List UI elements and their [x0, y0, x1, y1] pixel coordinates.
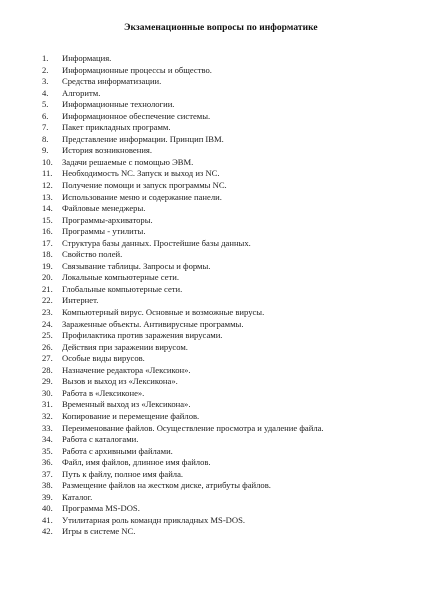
- question-item: [42, 53, 422, 65]
- question-number: 38.: [42, 480, 53, 491]
- question-number: 34.: [42, 434, 53, 445]
- question-text: Использование меню и содержание панели.: [62, 191, 222, 202]
- question-item: [42, 307, 422, 319]
- question-item: [42, 503, 422, 515]
- question-item: [42, 365, 422, 377]
- question-item: [42, 168, 422, 180]
- question-number: 1.: [42, 53, 49, 63]
- question-text: Утилитарная роль командн прикладных MS-DOS.: [62, 514, 246, 525]
- question-text: Временный выход из «Лексикона».: [62, 399, 191, 410]
- question-item: [42, 284, 422, 296]
- question-text: Работа с архивными файлами.: [62, 445, 173, 456]
- question-item: [42, 249, 422, 261]
- question-item: [42, 515, 422, 527]
- question-item: [42, 226, 422, 238]
- question-number: 23.: [42, 307, 53, 318]
- question-item: [42, 480, 422, 492]
- question-number: 41.: [42, 514, 53, 525]
- question-number: 19.: [42, 260, 53, 271]
- question-number: 3.: [42, 76, 49, 87]
- question-text: Связывание таблицы. Запросы и формы.: [62, 260, 211, 271]
- question-item: [42, 469, 422, 481]
- question-item: [42, 272, 422, 284]
- question-text: Получение помощи и запуск программы NC.: [62, 180, 227, 191]
- question-item: [42, 238, 422, 250]
- question-number: 15.: [42, 214, 53, 225]
- question-text: Вызов и выход из «Лексикона».: [62, 376, 178, 387]
- question-item: [42, 423, 422, 435]
- question-text: Средства информатизации.: [62, 76, 162, 87]
- question-item: [42, 295, 422, 307]
- question-text: Глобальные компьютерные сети.: [62, 283, 183, 294]
- question-item: [42, 342, 422, 354]
- question-number: 20.: [42, 272, 53, 283]
- question-text: Компьютерный вирус. Основные и возможные вирусы.: [62, 307, 265, 318]
- question-text: Размещение файлов на жестком диске, атрибуты файлов.: [62, 480, 271, 491]
- question-text: Действия при заражении вирусом.: [62, 341, 188, 352]
- question-item: [42, 261, 422, 273]
- question-item: [42, 446, 422, 458]
- question-text: Информационные процессы и общество.: [62, 64, 212, 75]
- question-text: Интернет.: [62, 295, 99, 306]
- question-number: 8.: [42, 133, 49, 144]
- question-text: Информационные технологии.: [62, 99, 175, 110]
- question-number: 35.: [42, 445, 53, 456]
- question-text: Локальные компьютерные сети.: [62, 272, 179, 283]
- question-text: Свойство полей.: [62, 249, 123, 260]
- question-text: Особые виды вирусов.: [62, 353, 145, 364]
- question-text: Копирование и перемещение файлов.: [62, 410, 200, 421]
- question-item: [42, 492, 422, 504]
- question-text: История возникновения.: [62, 145, 153, 156]
- question-number: 32.: [42, 410, 53, 421]
- question-number: 29.: [42, 376, 53, 387]
- question-text: Работа с каталогами.: [62, 434, 139, 445]
- question-text: Необходимость NC. Запуск и выход из NC.: [62, 168, 220, 179]
- question-number: 9.: [42, 145, 49, 156]
- question-number: 16.: [42, 226, 53, 237]
- question-text: Представление информации. Принцип IBM.: [62, 133, 224, 144]
- question-item: [42, 526, 422, 538]
- question-item: [42, 434, 422, 446]
- question-number: 25.: [42, 330, 53, 341]
- question-number: 7.: [42, 122, 49, 133]
- question-text: Назначение редактора «Лексикон».: [62, 364, 191, 375]
- question-item: [42, 180, 422, 192]
- question-number: 27.: [42, 353, 53, 364]
- question-item: [42, 192, 422, 204]
- question-text: Зараженные объекты. Антивирусные программы.: [62, 318, 244, 329]
- question-item: [42, 388, 422, 400]
- question-item: [42, 353, 422, 365]
- question-number: 18.: [42, 249, 53, 260]
- question-number: 39.: [42, 491, 53, 502]
- question-text: Информация.: [62, 53, 112, 63]
- question-number: 37.: [42, 468, 53, 479]
- question-item: [42, 457, 422, 469]
- question-text: Переименование файлов. Осуществление просмотра и удаление файла.: [62, 422, 324, 433]
- question-list: [42, 53, 422, 538]
- question-text: Программы-архиваторы.: [62, 214, 153, 225]
- question-text: Каталог.: [62, 491, 93, 502]
- question-text: Игры в системе NC.: [62, 526, 136, 537]
- question-text: Файловые менеджеры.: [62, 203, 146, 214]
- question-text: Программа MS-DOS.: [62, 503, 140, 514]
- question-number: 10.: [42, 156, 53, 167]
- question-text: Задачи решаемые с помощью ЭВМ.: [62, 156, 194, 167]
- question-item: [42, 376, 422, 388]
- question-text: Программы - утилиты.: [62, 226, 146, 237]
- question-number: 31.: [42, 399, 53, 410]
- question-item: [42, 399, 422, 411]
- question-number: 2.: [42, 64, 49, 75]
- question-text: Алгоритм.: [62, 87, 101, 98]
- question-item: [42, 88, 422, 100]
- question-item: [42, 203, 422, 215]
- question-text: Путь к файлу, полное имя файла.: [62, 468, 184, 479]
- question-item: [42, 411, 422, 423]
- question-number: 21.: [42, 283, 53, 294]
- question-number: 12.: [42, 180, 53, 191]
- question-number: 22.: [42, 295, 53, 306]
- question-text: Файл, имя файлов, длинное имя файлов.: [62, 457, 211, 468]
- document-title: Экзаменационные вопросы по информатике: [124, 23, 318, 33]
- question-number: 42.: [42, 526, 53, 537]
- question-item: [42, 319, 422, 331]
- question-text: Работа в «Лексиконе».: [62, 387, 145, 398]
- question-item: [42, 99, 422, 111]
- question-number: 14.: [42, 203, 53, 214]
- question-number: 24.: [42, 318, 53, 329]
- question-number: 26.: [42, 341, 53, 352]
- question-item: [42, 157, 422, 169]
- question-text: Информационное обеспечение системы.: [62, 110, 211, 121]
- question-number: 13.: [42, 191, 53, 202]
- question-text: Структура базы данных. Простейшие базы данных.: [62, 237, 251, 248]
- question-item: [42, 76, 422, 88]
- question-number: 28.: [42, 364, 53, 375]
- question-number: 17.: [42, 237, 53, 248]
- question-item: [42, 145, 422, 157]
- question-number: 6.: [42, 110, 49, 121]
- question-item: [42, 330, 422, 342]
- question-item: [42, 122, 422, 134]
- question-text: Профилактика против заражения вирусами.: [62, 330, 223, 341]
- question-number: 11.: [42, 168, 53, 179]
- question-item: [42, 65, 422, 77]
- question-number: 4.: [42, 87, 49, 98]
- question-item: [42, 111, 422, 123]
- question-number: 33.: [42, 422, 53, 433]
- question-number: 40.: [42, 503, 53, 514]
- question-number: 30.: [42, 387, 53, 398]
- question-number: 5.: [42, 99, 49, 110]
- question-item: [42, 134, 422, 146]
- question-item: [42, 215, 422, 227]
- question-text: Пакет прикладных программ.: [62, 122, 171, 133]
- question-number: 36.: [42, 457, 53, 468]
